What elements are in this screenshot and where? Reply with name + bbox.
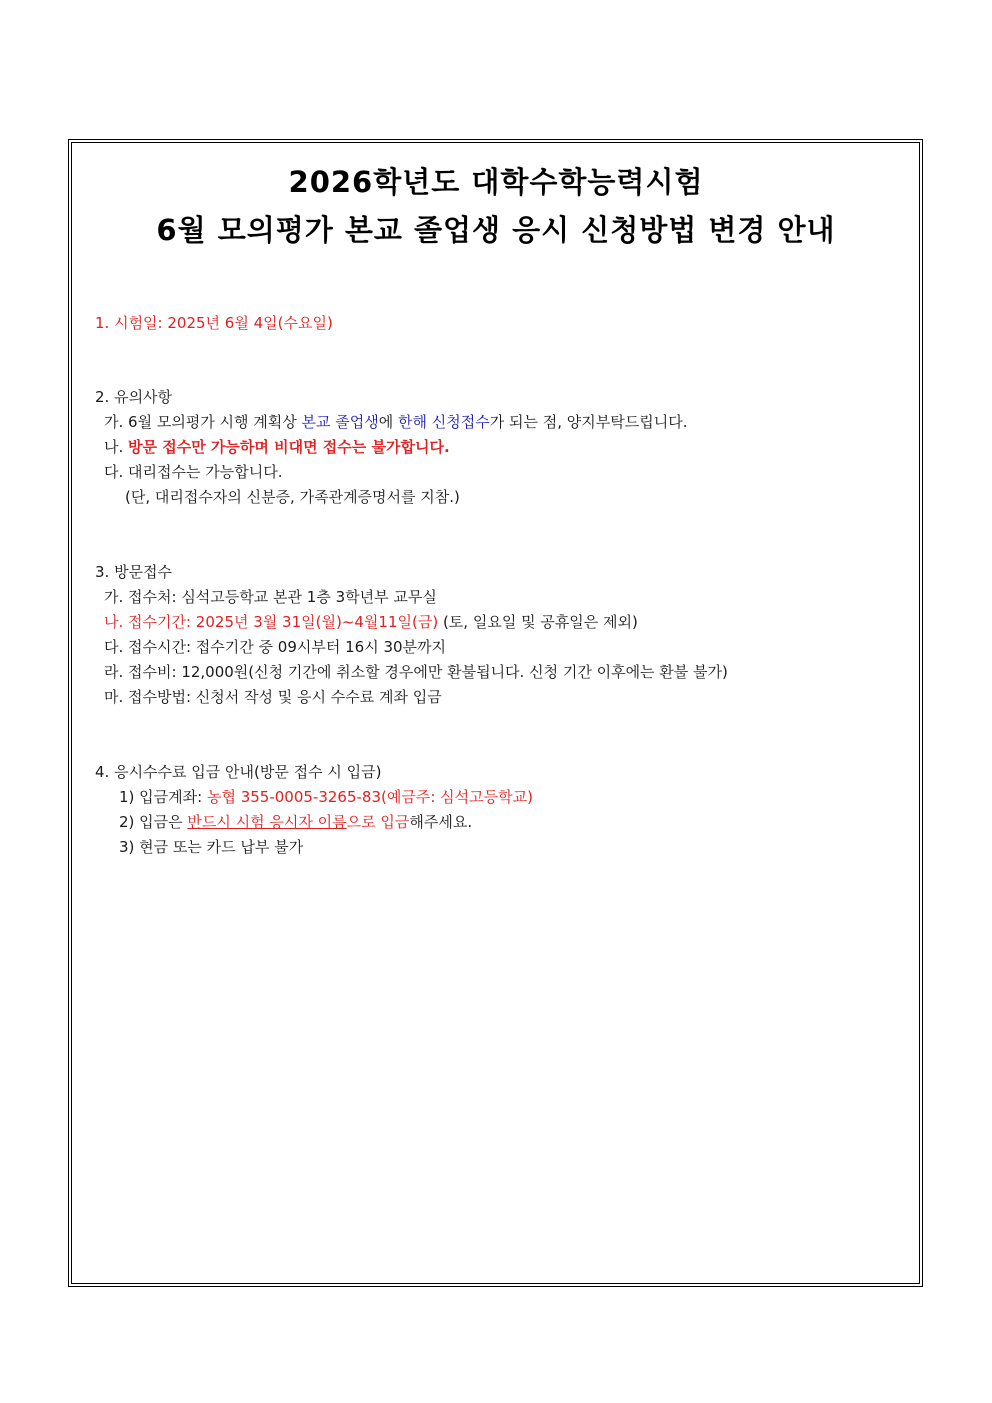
notice-da-note: (단, 대리접수자의 신분증, 가족관계증명서를 지참.) (125, 488, 460, 506)
fee-item-2: 2) 입금은 반드시 시험 응시자 이름으로 입금해주세요. (119, 813, 473, 831)
exam-date: 1. 시험일: 2025년 6월 4일(수요일) (95, 314, 333, 332)
title-line-2: 6월 모의평가 본교 졸업생 응시 신청방법 변경 안내 (156, 213, 836, 247)
notice-da: 다. 대리접수는 가능합니다. (104, 463, 283, 481)
title-line-1: 2026학년도 대학수학능력시험 (288, 165, 704, 199)
fee-item-3: 3) 현금 또는 카드 납부 불가 (119, 838, 304, 856)
visit-da: 다. 접수시간: 접수기간 중 09시부터 16시 30분까지 (104, 638, 447, 656)
section3-heading: 3. 방문접수 (95, 563, 173, 581)
fee-item-1: 1) 입금계좌: 농협 355-0005-3265-83(예금주: 심석고등학교) (119, 788, 533, 806)
section4-heading: 4. 응시수수료 입금 안내(방문 접수 시 입금) (95, 763, 382, 781)
notice-ga: 가. 6월 모의평가 시행 계획상 본교 졸업생에 한해 신청접수가 되는 점, 양지부탁드립니다. (104, 413, 688, 431)
document-border (68, 139, 923, 1287)
visit-ga: 가. 접수처: 심석고등학교 본관 1층 3학년부 교무실 (104, 588, 437, 606)
visit-na: 나. 접수기간: 2025년 3월 31일(월)~4월11일(금) (토, 일요일 및 공휴일은 제외) (104, 613, 638, 631)
visit-ma: 마. 접수방법: 신청서 작성 및 응시 수수료 계좌 입금 (104, 688, 442, 706)
notice-na: 나. 방문 접수만 가능하며 비대면 접수는 불가합니다. (104, 438, 450, 456)
visit-ra: 라. 접수비: 12,000원(신청 기간에 취소할 경우에만 환불됩니다. 신청 기간 이후에는 환불 불가) (104, 663, 728, 681)
section2-heading: 2. 유의사항 (95, 388, 173, 406)
